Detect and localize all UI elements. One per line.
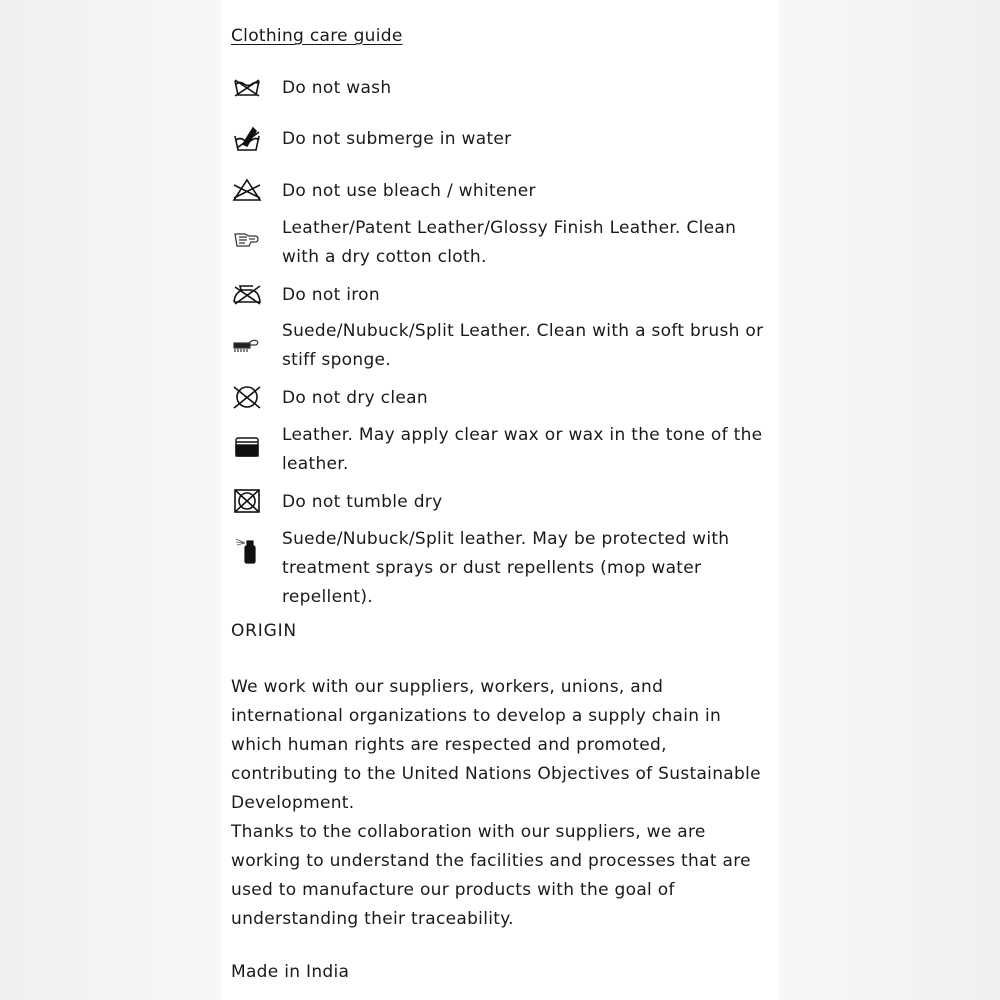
- care-text: Do not dry clean: [282, 388, 428, 408]
- care-text: Do not iron: [282, 285, 380, 305]
- no-iron-icon: [231, 281, 263, 309]
- wax-tin-icon: [231, 434, 263, 462]
- traceability-paragraph: Thanks to the collaboration with our suppliers, we are working to understand the facilities and processes that are used to manufacture our products with the goal of understanding their traceability.: [231, 822, 751, 929]
- spray-can-icon: [231, 537, 263, 565]
- care-text: Suede/Nubuck/Split leather. May be protected with treatment sprays or dust repellents (mop water repellent).: [282, 529, 730, 607]
- page-background-left: [0, 0, 222, 1000]
- no-tumble-dry-icon: [231, 488, 263, 516]
- care-text: Do not wash: [282, 78, 392, 98]
- page-background-right: [778, 0, 1000, 1000]
- origin-paragraph: We work with our suppliers, workers, unions, and international organizations to develop a supply chain in which human rights are respected and promoted, contributing to the United Nations Objectives of Sustainable Development.: [231, 677, 761, 813]
- no-wash-icon: [231, 75, 263, 103]
- care-text: Leather/Patent Leather/Glossy Finish Leather. Clean with a dry cotton cloth.: [282, 218, 737, 267]
- no-dry-clean-icon: [231, 384, 263, 412]
- care-text: Do not submerge in water: [282, 129, 512, 149]
- origin-heading: ORIGIN: [231, 621, 297, 641]
- no-submerge-icon: [231, 126, 263, 154]
- care-text: Suede/Nubuck/Split Leather. Clean with a soft brush or stiff sponge.: [282, 321, 764, 370]
- made-in-label: Made in India: [231, 962, 350, 982]
- care-text: Do not tumble dry: [282, 492, 443, 512]
- brush-icon: [231, 331, 263, 359]
- care-text: Do not use bleach / whitener: [282, 181, 536, 201]
- care-guide-link[interactable]: Clothing care guide: [231, 26, 403, 46]
- cloth-wipe-icon: [231, 226, 263, 254]
- no-bleach-icon: [231, 177, 263, 205]
- product-details-panel: [222, 0, 778, 1000]
- care-text: Leather. May apply clear wax or wax in the tone of the leather.: [282, 425, 763, 474]
